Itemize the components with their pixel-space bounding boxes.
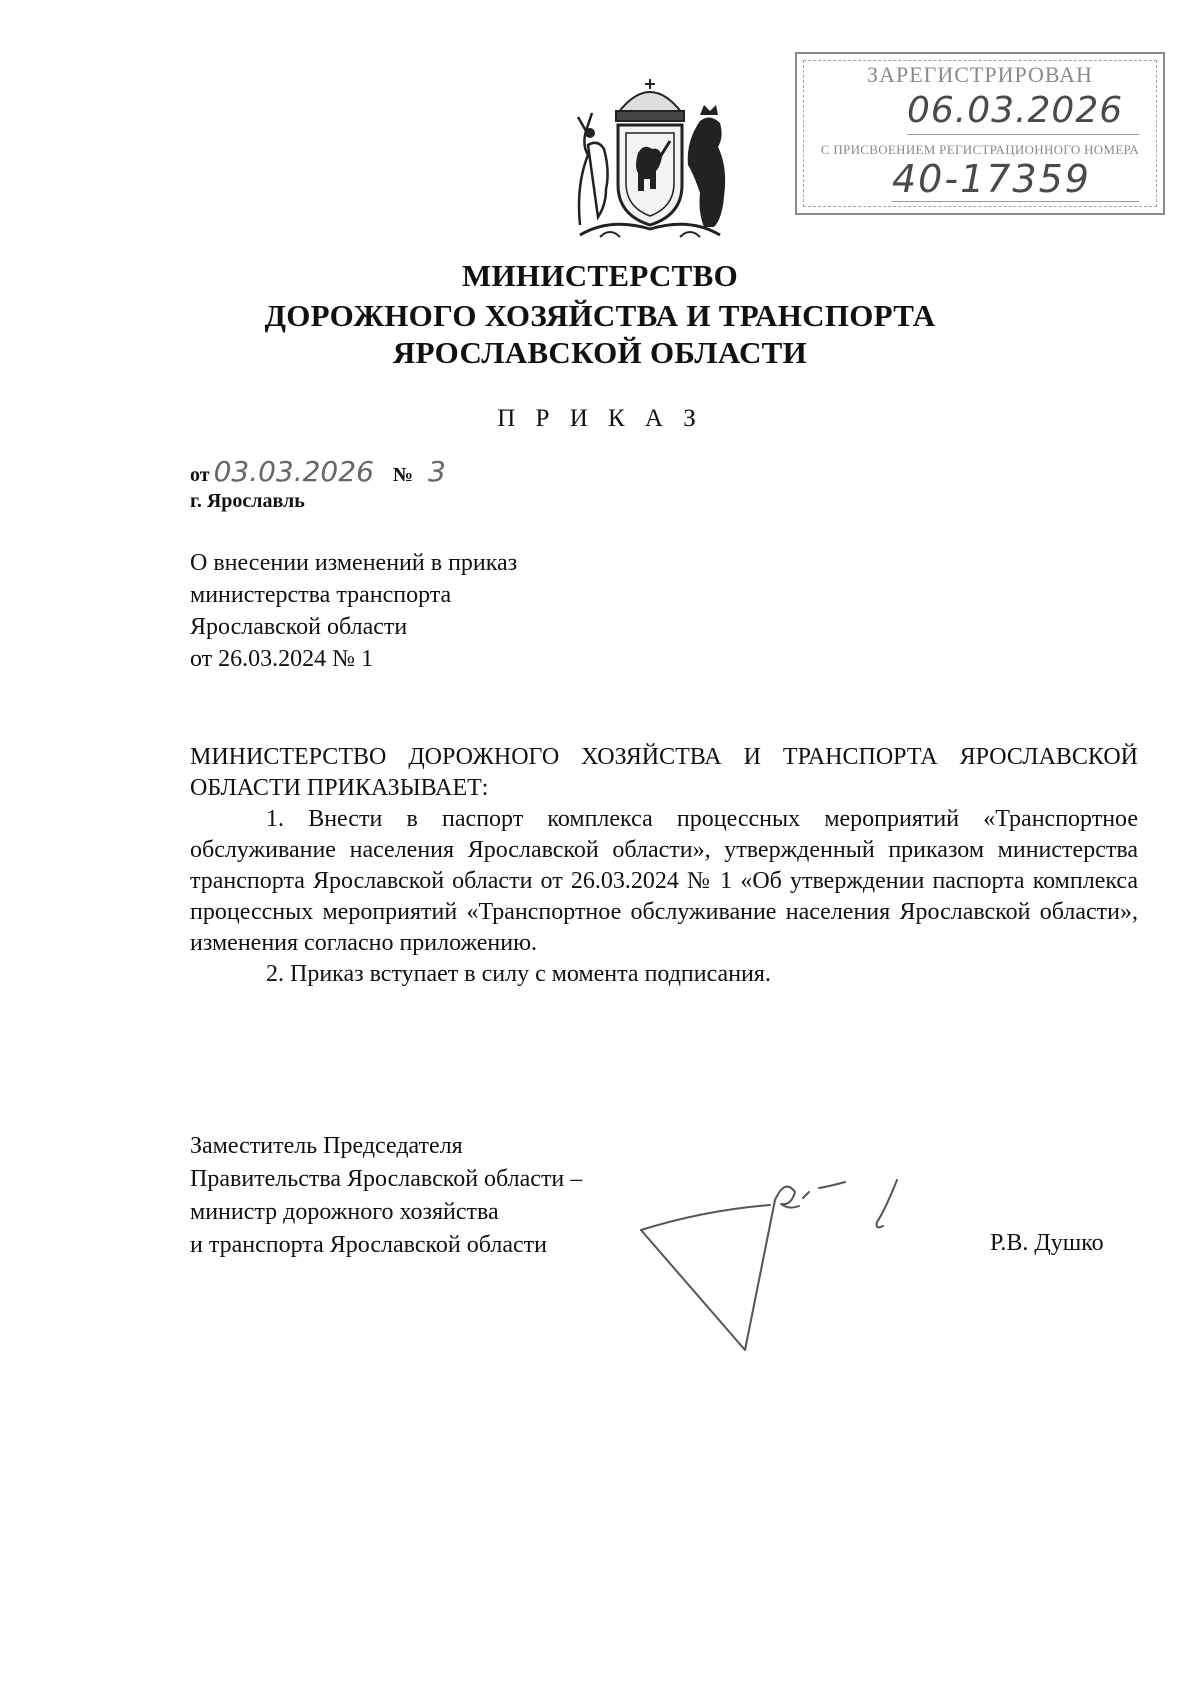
stamp-title: ЗАРЕГИСТРИРОВАН bbox=[867, 62, 1093, 87]
body-item-2: 2. Приказ вступает в силу с момента подписания. bbox=[266, 961, 771, 987]
subject-line: О внесении изменений в приказ bbox=[190, 550, 518, 576]
date-prefix: от bbox=[190, 464, 210, 486]
body-item-1: 1. Внести в паспорт комплекса процессных мероприятий «Транспортное обслуживание населения Ярославской области», утвержденный приказом министерства транспорта Ярославской области от 26.03.2024 № 1 «Об утверждении паспорта комплекса процессных мероприятий «Транспортное обслуживание населения Ярославской области», изменения согласно приложению. bbox=[190, 806, 1138, 956]
ministry-name-line-2: ДОРОЖНОГО ХОЗЯЙСТВА И ТРАНСПОРТА bbox=[264, 298, 936, 333]
stamp-handwritten-number: 40-17359 bbox=[892, 157, 1091, 201]
registration-stamp bbox=[795, 52, 1165, 215]
position-line: Правительства Ярославской области – bbox=[190, 1166, 583, 1192]
stamp-caption: С ПРИСВОЕНИЕМ РЕГИСТРАЦИОННОГО НОМЕРА bbox=[820, 142, 1140, 157]
ministry-name-line-3: ЯРОСЛАВСКОЙ ОБЛАСТИ bbox=[392, 335, 808, 370]
subject-line: от 26.03.2024 № 1 bbox=[190, 646, 374, 672]
position-line: министр дорожного хозяйства bbox=[190, 1199, 499, 1225]
body-preamble: МИНИСТЕРСТВО ДОРОЖНОГО ХОЗЯЙСТВА И ТРАНСПОРТА ЯРОСЛАВСКОЙ ОБЛАСТИ ПРИКАЗЫВАЕТ: bbox=[190, 744, 1138, 801]
subject-line: Ярославской области bbox=[190, 614, 408, 640]
order-body bbox=[190, 742, 1138, 990]
position-line: Заместитель Председателя bbox=[190, 1133, 463, 1159]
subject-line: министерства транспорта bbox=[190, 582, 452, 608]
order-subject bbox=[190, 547, 517, 675]
document-type-title: П Р И К А З bbox=[497, 405, 703, 432]
handwritten-order-number: 3 bbox=[428, 455, 446, 488]
signatory-position bbox=[190, 1130, 582, 1262]
handwritten-signature bbox=[635, 1160, 965, 1360]
stamp-number-underline bbox=[892, 201, 1139, 202]
signatory-name: Р.В. Душко bbox=[990, 1230, 1104, 1256]
stamp-date-underline bbox=[907, 134, 1139, 135]
order-city: г. Ярославль bbox=[190, 490, 305, 512]
number-sign: № bbox=[392, 464, 413, 486]
order-date-row bbox=[190, 455, 446, 488]
ministry-name-line-1: МИНИСТЕРСТВО bbox=[461, 258, 739, 293]
handwritten-order-date: 03.03.2026 bbox=[213, 455, 374, 488]
position-line: и транспорта Ярославской области bbox=[190, 1232, 547, 1258]
stamp-handwritten-date: 06.03.2026 bbox=[907, 90, 1124, 131]
coat-of-arms-emblem bbox=[560, 75, 740, 245]
